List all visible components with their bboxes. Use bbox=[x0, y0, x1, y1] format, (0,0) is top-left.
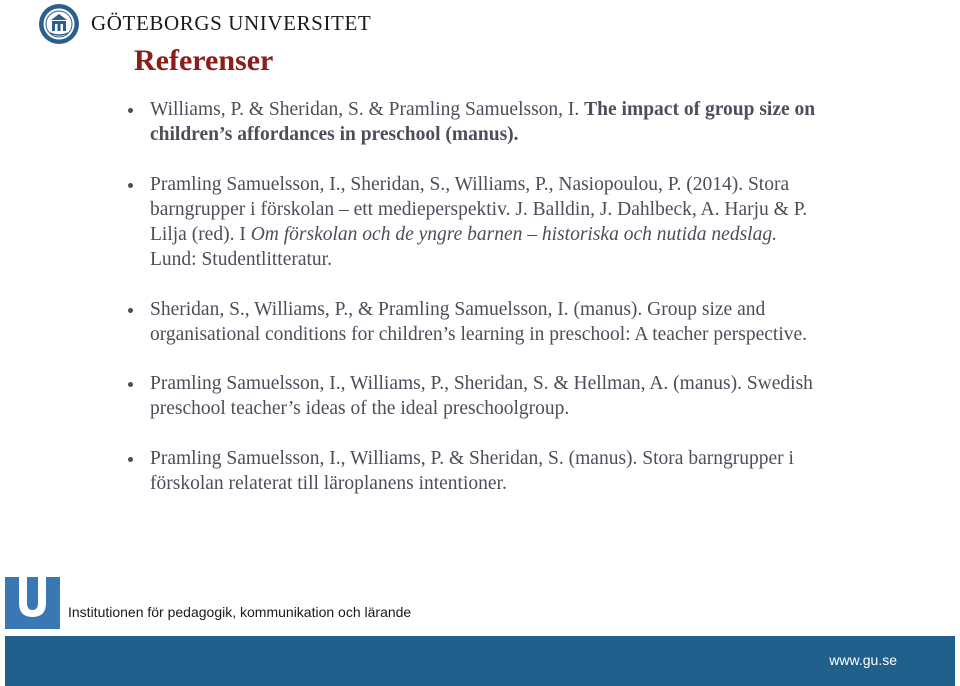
website-link[interactable]: www.gu.se bbox=[829, 652, 897, 668]
reference-authors: Williams, P. & Sheridan, S. & Pramling Samuelsson, I. bbox=[150, 99, 585, 120]
reference-list bbox=[125, 97, 825, 496]
footer-bar bbox=[5, 636, 955, 686]
reference-item bbox=[125, 446, 825, 496]
page-title: Referenser bbox=[134, 44, 274, 77]
gu-logo-u-icon bbox=[5, 577, 60, 629]
university-name: GÖTEBORGS UNIVERSITET bbox=[91, 11, 372, 35]
reference-item bbox=[125, 371, 825, 421]
university-seal-icon bbox=[38, 3, 80, 45]
reference-book-title: Om förskolan och de yngre barnen – historiska och nutida nedslag. bbox=[250, 224, 777, 245]
reference-item bbox=[125, 297, 825, 347]
reference-text: Pramling Samuelsson, I., Williams, P. & Sheridan, S. (manus). Stora barngrupper i förskolan relaterat till läroplanens intentioner. bbox=[150, 448, 794, 494]
reference-text: Pramling Samuelsson, I., Sheridan, S., Williams, P., Nasiopoulou, P. (2014). Stora barngrupper i förskolan – ett medieperspektiv. J. Balldin, J. Dahlbeck, A. Harju & P. Lilja (red). I bbox=[150, 174, 808, 245]
reference-text: Pramling Samuelsson, I., Williams, P., Sheridan, S. & Hellman, A. (manus). Swedish preschool teacher’s ideas of the ideal preschoolgroup. bbox=[150, 373, 813, 419]
reference-publisher: Lund: Studentlitteratur. bbox=[150, 249, 332, 270]
institution-name: Institutionen för pedagogik, kommunikation och lärande bbox=[68, 604, 412, 620]
reference-title: The impact of group size on children’s affordances in preschool (manus). bbox=[150, 99, 816, 145]
reference-item bbox=[125, 97, 825, 147]
header bbox=[0, 0, 960, 50]
reference-text: Sheridan, S., Williams, P., & Pramling Samuelsson, I. (manus). Group size and organisational conditions for children’s learning in preschool: A teacher perspective. bbox=[150, 299, 808, 345]
reference-item bbox=[125, 172, 825, 272]
